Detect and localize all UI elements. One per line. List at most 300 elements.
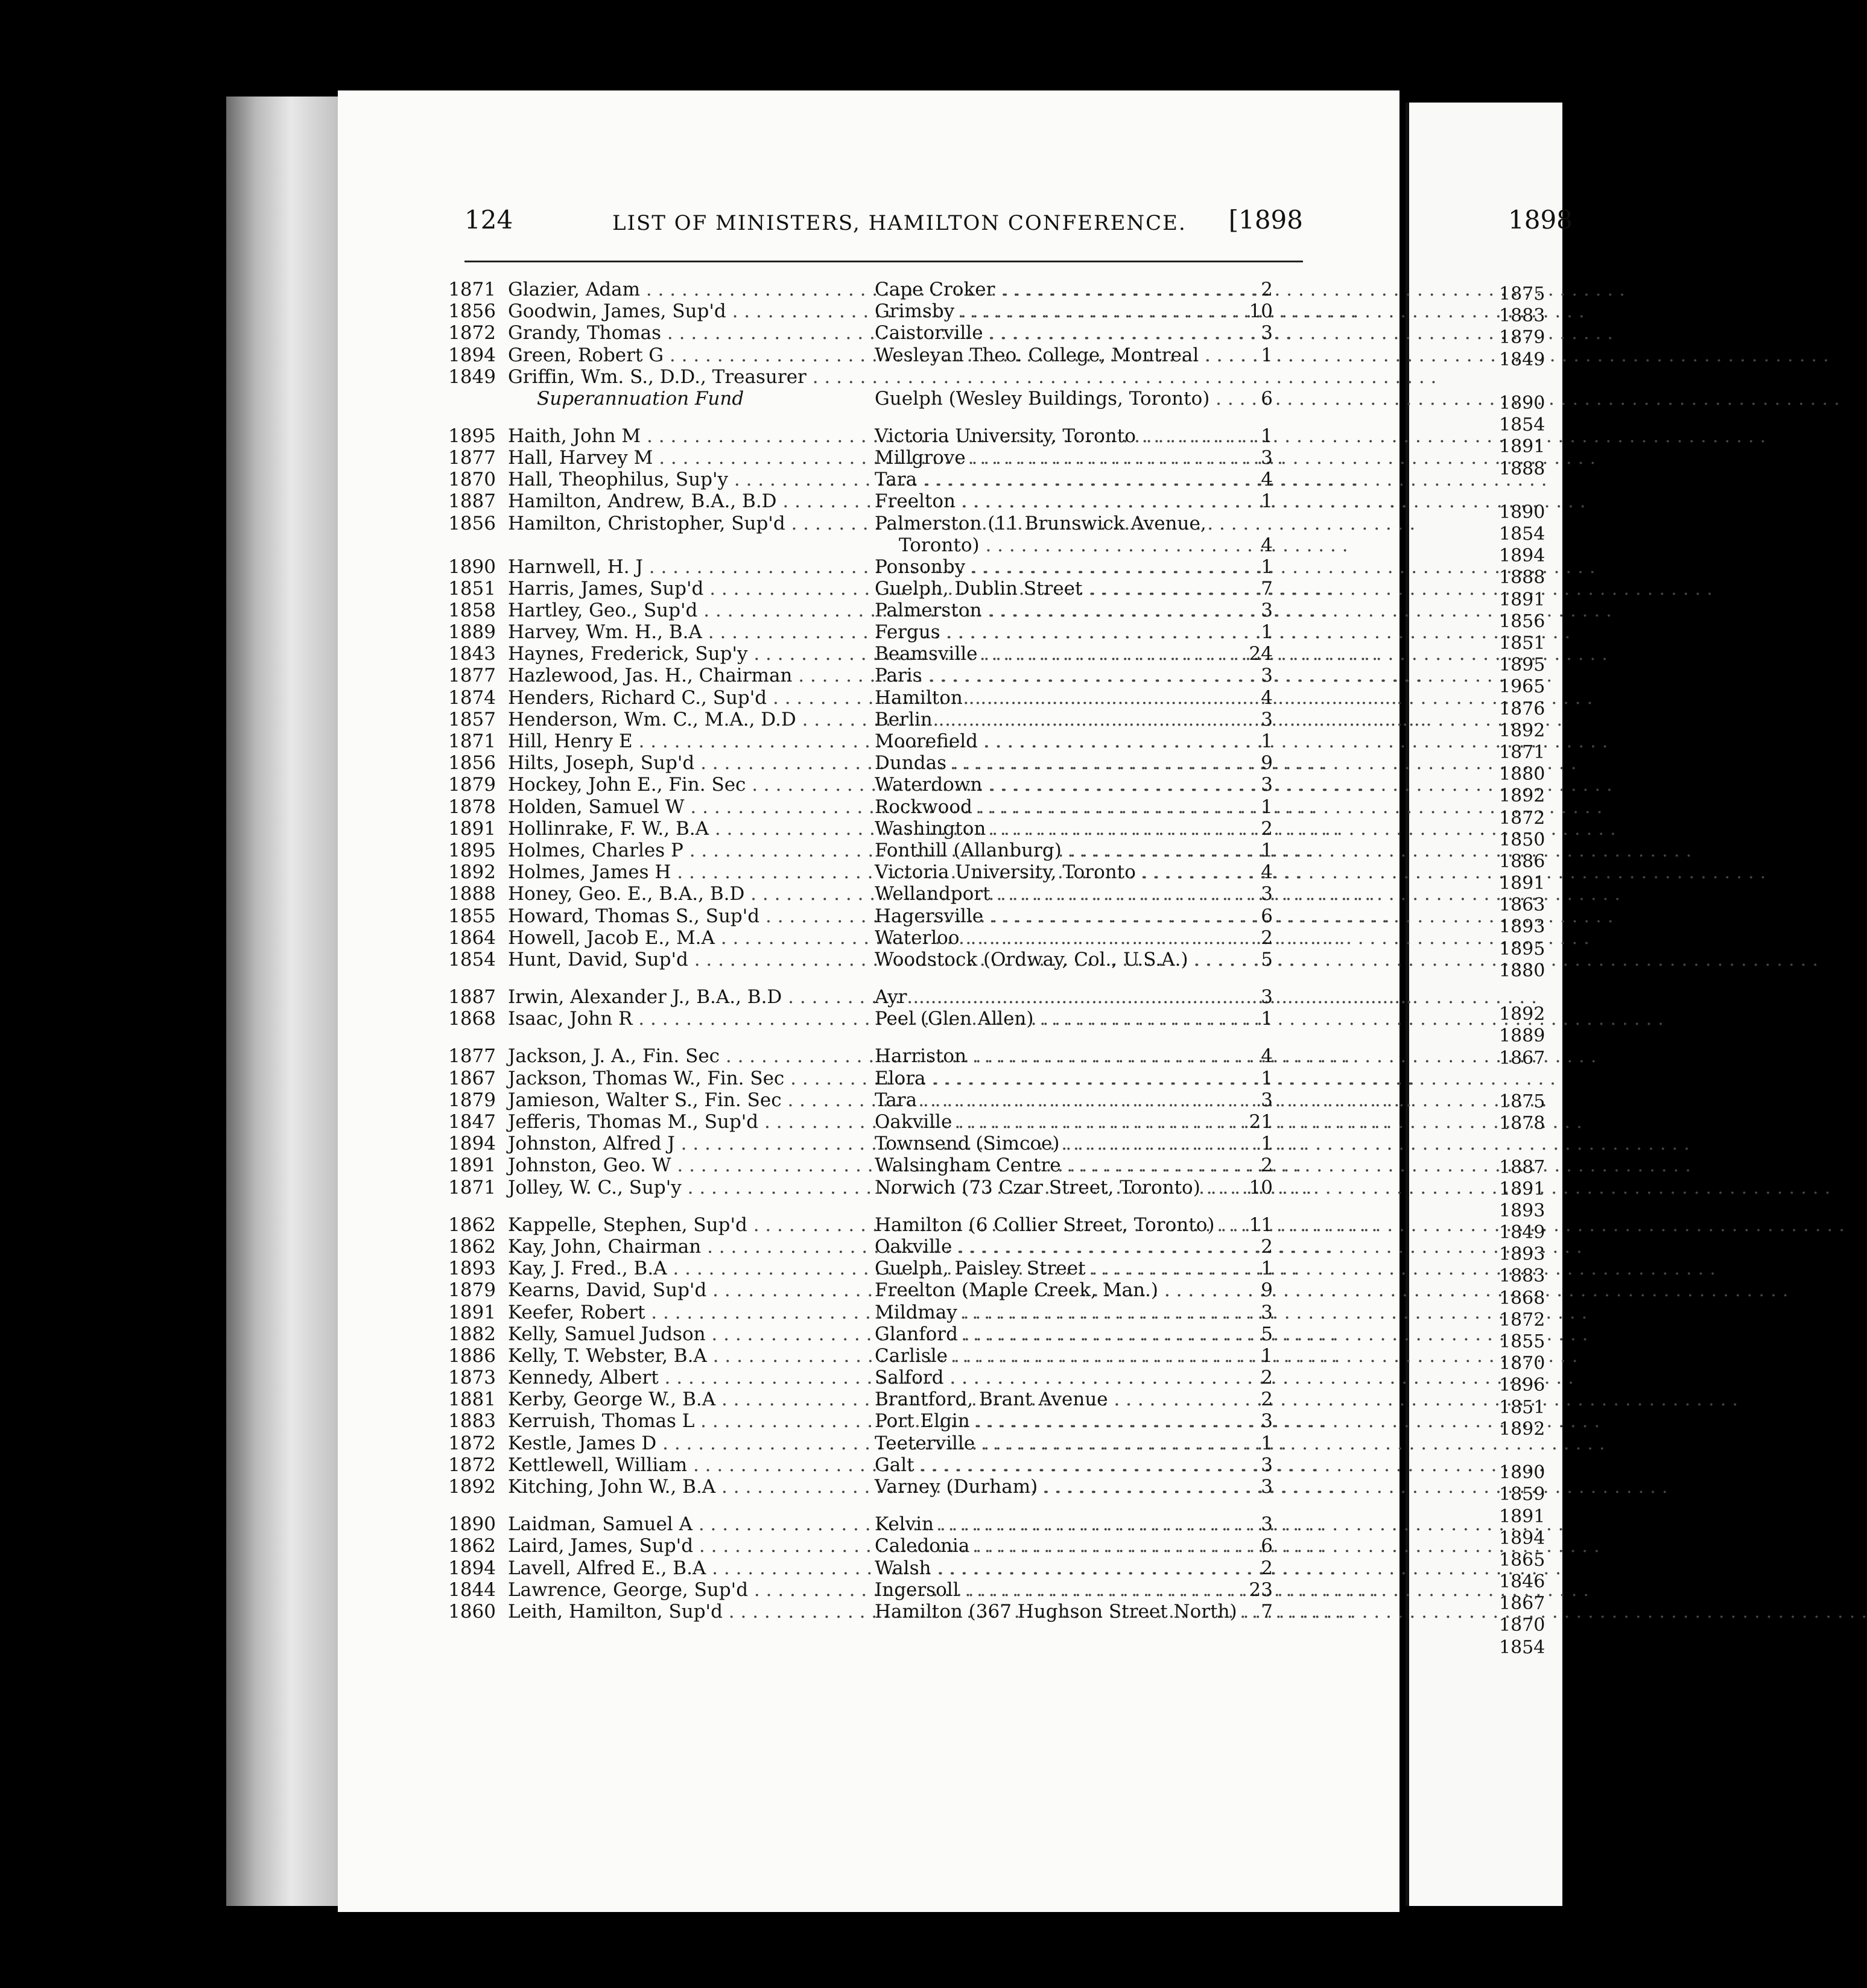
entry-name: Holmes, James H . . . <box>508 861 707 883</box>
entry-year: 1887 <box>448 490 496 513</box>
adjacent-year <box>1499 371 1545 393</box>
adjacent-year: 1867 <box>1499 1047 1545 1069</box>
entry-name: Kerruish, Thomas L . . . <box>508 1410 707 1432</box>
entry-count: 1 <box>1261 839 1273 861</box>
entry-count: 1 <box>1261 1133 1273 1155</box>
adjacent-year: 1849 <box>1499 1222 1545 1244</box>
entry-year: 1864 <box>448 926 496 949</box>
entry-name: Goodwin, James, Sup'd . . . <box>508 300 707 322</box>
adjacent-year: 1892 <box>1499 720 1545 741</box>
entry-year: 1873 <box>448 1367 496 1389</box>
list-item <box>446 665 1291 686</box>
entry-year: 1849 <box>448 366 496 388</box>
entry-place: Wesleyan Theo. College, Montreal . . . <box>875 344 1212 366</box>
entry-place: Hamilton (367 Hughson Street North) . . . <box>875 1601 1212 1622</box>
entry-name: Laird, James, Sup'd . . . <box>508 1535 707 1557</box>
list-item <box>446 796 1291 818</box>
entry-place: Elora . . . <box>875 1068 1212 1089</box>
list-item <box>446 1323 1291 1345</box>
entry-name: Isaac, John R . . . <box>508 1008 707 1030</box>
entry-count: 1 <box>1261 621 1273 644</box>
adjacent-year: 1870 <box>1499 1353 1545 1375</box>
adjacent-year: 1871 <box>1499 741 1545 763</box>
entry-place: Hamilton (6 Collier Street, Toronto) . . . <box>875 1214 1212 1236</box>
adjacent-year: 1895 <box>1499 938 1545 960</box>
list-item <box>446 344 1291 366</box>
entry-place: Ayr . . . <box>875 986 1212 1008</box>
entry-count: 2 <box>1261 817 1273 840</box>
adjacent-year: 1893 <box>1499 916 1545 938</box>
list-item <box>446 279 1291 300</box>
list-item <box>446 1236 1291 1258</box>
entry-place: Victoria University, Toronto . . . <box>875 425 1212 447</box>
entry-year: 1894 <box>448 1557 496 1579</box>
entry-name: Haith, John M . . . <box>508 425 707 447</box>
entry-name: Hollinrake, F. W., B.A . . . <box>508 818 707 840</box>
page-year: [1898 <box>1228 205 1303 235</box>
list-item <box>446 1601 1291 1622</box>
entry-year: 1886 <box>448 1344 496 1367</box>
entry-count: 10 <box>1249 300 1273 323</box>
entry-year: 1844 <box>448 1578 496 1601</box>
entry-count: 4 <box>1261 534 1273 556</box>
adjacent-year: 1889 <box>1499 1025 1545 1047</box>
entry-year: 1892 <box>448 861 496 884</box>
adjacent-year: 1878 <box>1499 1113 1545 1135</box>
list-item <box>446 1454 1291 1476</box>
entry-name: Hazlewood, Jas. H., Chairman . . . <box>508 665 707 686</box>
entry-count: 9 <box>1261 1279 1273 1302</box>
list-item <box>446 1258 1291 1279</box>
entry-name: Howell, Jacob E., M.A . . . <box>508 927 707 949</box>
adjacent-year: 1890 <box>1499 392 1545 414</box>
entry-place: Varney (Durham) . . . <box>875 1476 1212 1498</box>
entry-count: 4 <box>1261 861 1273 884</box>
list-item <box>446 469 1291 490</box>
list-item <box>446 513 1291 556</box>
entry-place: Tara . . . <box>875 1089 1212 1111</box>
entry-name: Jackson, J. A., Fin. Sec . . . <box>508 1045 707 1067</box>
entry-place: Wellandport . . . <box>875 883 1212 905</box>
adjacent-year: 1856 <box>1499 610 1545 632</box>
entry-name: Griffin, Wm. S., D.D., Treasurer . . . <box>508 366 707 388</box>
entry-name: Leith, Hamilton, Sup'd . . . <box>508 1601 707 1622</box>
entry-count: 3 <box>1261 1476 1273 1498</box>
entry-name: Hilts, Joseph, Sup'd . . . <box>508 752 707 774</box>
entry-place: Hagersville . . . <box>875 905 1212 927</box>
entry-place: Waterdown . . . <box>875 774 1212 796</box>
entry-year: 1862 <box>448 1214 496 1236</box>
list-item <box>446 322 1291 344</box>
entry-name: Hockey, John E., Fin. Sec . . . <box>508 774 707 796</box>
adjacent-year: 1859 <box>1499 1484 1545 1505</box>
entry-count: 2 <box>1261 1154 1273 1177</box>
entry-count: 4 <box>1261 469 1273 491</box>
entry-year: 1879 <box>448 774 496 796</box>
entry-name: Lavell, Alfred E., B.A . . . <box>508 1557 707 1579</box>
entry-place: Oakville . . . <box>875 1236 1212 1258</box>
entry-name: Henderson, Wm. C., M.A., D.D . . . <box>508 709 707 730</box>
entry-place: Guelph, Dublin Street . . . <box>875 578 1212 600</box>
entry-place: Ingersoll . . . <box>875 1579 1212 1601</box>
adjacent-year: 1883 <box>1499 305 1545 327</box>
adjacent-year: 1875 <box>1499 1091 1545 1112</box>
adjacent-year: 1850 <box>1499 829 1545 850</box>
entry-name: Kerby, George W., B.A . . . <box>508 1388 707 1410</box>
entry-place: Guelph (Wesley Buildings, Toronto) . . . <box>875 388 1212 410</box>
entry-place: Townsend (Simcoe) . . . <box>875 1133 1212 1154</box>
list-item <box>446 1432 1291 1454</box>
entry-count: 1 <box>1261 1432 1273 1454</box>
list-item <box>446 556 1291 578</box>
entry-name: Hall, Harvey M . . . <box>508 447 707 469</box>
entry-place-line2: Toronto) . . . <box>899 534 1212 556</box>
entry-year: 1895 <box>448 839 496 861</box>
entry-name: Jolley, W. C., Sup'y . . . <box>508 1177 707 1198</box>
entry-year: 1872 <box>448 1432 496 1454</box>
entry-name: Hunt, David, Sup'd . . . <box>508 949 707 970</box>
entry-name: Hamilton, Christopher, Sup'd . . . <box>508 513 707 534</box>
entry-count: 3 <box>1261 665 1273 687</box>
entry-place: Oakville . . . <box>875 1111 1212 1133</box>
entry-count: 4 <box>1261 686 1273 709</box>
entry-name: Kay, John, Chairman . . . <box>508 1236 707 1258</box>
adjacent-year <box>1499 982 1545 1004</box>
list-item <box>446 861 1291 883</box>
entry-name: Kelly, Samuel Judson . . . <box>508 1323 707 1345</box>
entry-year: 1860 <box>448 1600 496 1622</box>
header-rule <box>464 261 1303 262</box>
entry-name: Harris, James, Sup'd . . . <box>508 578 707 600</box>
entry-count: 5 <box>1261 948 1273 970</box>
adjacent-year: 1872 <box>1499 807 1545 829</box>
entry-place: Norwich (73 Czar Street, Toronto) . . . <box>875 1177 1212 1198</box>
entry-year: 1877 <box>448 1045 496 1068</box>
adjacent-year: 1854 <box>1499 1636 1545 1658</box>
list-item <box>446 905 1291 927</box>
entry-place: Carlisle . . . <box>875 1345 1212 1367</box>
entry-name: Kearns, David, Sup'd . . . <box>508 1279 707 1301</box>
entry-count: 10 <box>1249 1176 1273 1198</box>
adjacent-year: 1894 <box>1499 1527 1545 1549</box>
adjacent-year: 1876 <box>1499 698 1545 720</box>
adjacent-year: 1895 <box>1499 654 1545 676</box>
adjacent-year: 1896 <box>1499 1375 1545 1396</box>
list-item <box>446 1045 1291 1067</box>
list-item <box>446 1111 1291 1133</box>
entry-name: Laidman, Samuel A . . . <box>508 1513 707 1535</box>
entry-year: 1871 <box>448 730 496 752</box>
list-item <box>446 643 1291 665</box>
entry-name: Harnwell, H. J . . . <box>508 556 707 578</box>
list-item <box>446 1367 1291 1388</box>
entry-name: Johnston, Alfred J . . . <box>508 1133 707 1154</box>
entry-count: 6 <box>1261 1535 1273 1557</box>
entry-name: Kay, J. Fred., B.A . . . <box>508 1258 707 1279</box>
entry-name: Keefer, Robert . . . <box>508 1302 707 1323</box>
list-item <box>446 300 1291 322</box>
entry-name-line2: Superannuation Fund <box>537 387 744 410</box>
adjacent-year: 1880 <box>1499 764 1545 785</box>
list-item <box>446 366 1291 410</box>
entry-count: 1 <box>1261 730 1273 752</box>
adjacent-year: 1892 <box>1499 1004 1545 1025</box>
entry-year: 1874 <box>448 686 496 709</box>
entry-year: 1891 <box>448 1301 496 1323</box>
entry-year: 1856 <box>448 752 496 774</box>
entry-name: Kennedy, Albert . . . <box>508 1367 707 1388</box>
entry-year: 1877 <box>448 446 496 469</box>
list-item <box>446 1345 1291 1367</box>
entry-place: Rockwood . . . <box>875 796 1212 818</box>
entry-count: 2 <box>1261 279 1273 300</box>
entry-place: Palmerston (11 Brunswick Avenue, <box>875 512 1206 534</box>
adjacent-year: 1883 <box>1499 1265 1545 1287</box>
list-item <box>446 1279 1291 1301</box>
adjacent-year: 1870 <box>1499 1615 1545 1636</box>
entry-name: Irwin, Alexander J., B.A., B.D . . . <box>508 986 707 1008</box>
list-item <box>446 1068 1291 1089</box>
entry-name: Jackson, Thomas W., Fin. Sec . . . <box>508 1068 707 1089</box>
entry-name: Kelly, T. Webster, B.A . . . <box>508 1345 707 1367</box>
entry-year: 1890 <box>448 556 496 578</box>
entry-place: Caistorville . . . <box>875 322 1212 344</box>
entry-count: 2 <box>1261 1235 1273 1258</box>
entry-year: 1862 <box>448 1535 496 1557</box>
entry-count: 4 <box>1261 1045 1273 1068</box>
list-item <box>446 840 1291 861</box>
entry-name: Jamieson, Walter S., Fin. Sec . . . <box>508 1089 707 1111</box>
entry-year: 1879 <box>448 1279 496 1302</box>
entry-count: 6 <box>1261 905 1273 927</box>
entry-count: 1 <box>1261 1344 1273 1367</box>
adjacent-year: 1863 <box>1499 894 1545 916</box>
entry-name: Kestle, James D . . . <box>508 1432 707 1454</box>
entry-year: 1895 <box>448 425 496 447</box>
entry-year: 1891 <box>448 817 496 840</box>
entry-count: 3 <box>1261 599 1273 621</box>
entry-count: 9 <box>1261 752 1273 774</box>
entry-year: 1872 <box>448 1454 496 1476</box>
entry-place: Freelton . . . <box>875 490 1212 512</box>
list-item <box>446 1388 1291 1410</box>
entry-place: Walsh . . . <box>875 1557 1212 1579</box>
entry-count: 3 <box>1261 708 1273 730</box>
entry-year: 1891 <box>448 1154 496 1177</box>
entry-place: Kelvin . . . <box>875 1513 1212 1535</box>
list-item <box>446 883 1291 905</box>
entry-year: 1856 <box>448 512 496 534</box>
list-item <box>446 949 1291 970</box>
entry-place: Grimsby . . . <box>875 300 1212 322</box>
page-edge-shadow <box>226 97 344 1906</box>
adjacent-year: 1855 <box>1499 1331 1545 1352</box>
entry-year: 1871 <box>448 1176 496 1198</box>
entry-year: 1894 <box>448 1133 496 1155</box>
entry-count: 11 <box>1249 1214 1273 1236</box>
adjacent-year: 1880 <box>1499 960 1545 981</box>
entry-year: 1888 <box>448 883 496 905</box>
list-item <box>446 1177 1291 1198</box>
entry-count: 2 <box>1261 1557 1273 1579</box>
entry-year: 1889 <box>448 621 496 644</box>
entry-place: Peel (Glen Allen) . . . <box>875 1008 1212 1030</box>
list-item <box>446 1535 1291 1557</box>
adjacent-year <box>1499 480 1545 502</box>
adjacent-year: 1891 <box>1499 436 1545 458</box>
entry-count: 23 <box>1249 1578 1273 1601</box>
entry-count: 2 <box>1261 1388 1273 1411</box>
list-item <box>446 578 1291 600</box>
entry-name: Grandy, Thomas . . . <box>508 322 707 344</box>
entry-place: Galt . . . <box>875 1454 1212 1476</box>
adjacent-year: 1965 <box>1499 676 1545 698</box>
adjacent-year: 1887 <box>1499 1156 1545 1178</box>
entry-count: 21 <box>1249 1111 1273 1133</box>
entry-count: 1 <box>1261 1067 1273 1089</box>
entry-place: Woodstock (Ordway, Col., U.S.A.) . . . <box>875 949 1212 970</box>
entry-count: 24 <box>1249 643 1273 665</box>
adjacent-year: 1854 <box>1499 414 1545 436</box>
adjacent-year: 1865 <box>1499 1549 1545 1571</box>
list-item <box>446 1513 1291 1535</box>
entry-year: 1868 <box>448 1008 496 1030</box>
entry-place: Brantford, Brant Avenue . . . <box>875 1388 1212 1410</box>
entry-place: Fergus . . . <box>875 621 1212 643</box>
list-item <box>446 709 1291 730</box>
entry-place: Teeterville . . . <box>875 1432 1212 1454</box>
adjacent-year: 1891 <box>1499 1505 1545 1527</box>
entry-place: Paris . . . <box>875 665 1212 686</box>
entry-count: 3 <box>1261 1410 1273 1432</box>
list-item <box>446 600 1291 621</box>
entry-count: 7 <box>1261 577 1273 600</box>
entry-year: 1872 <box>448 322 496 344</box>
entry-count: 1 <box>1261 490 1273 513</box>
entry-year: 1843 <box>448 643 496 665</box>
entry-count: 3 <box>1261 322 1273 344</box>
adjacent-year: 1868 <box>1499 1287 1545 1309</box>
entry-place: Caledonia . . . <box>875 1535 1212 1557</box>
adjacent-year: 1891 <box>1499 1178 1545 1200</box>
adjacent-page-years <box>1499 283 1545 1659</box>
entry-count: 3 <box>1261 1089 1273 1111</box>
adjacent-year: 1875 <box>1499 283 1545 305</box>
list-item <box>446 425 1291 447</box>
entry-name: Henders, Richard C., Sup'd . . . <box>508 687 707 709</box>
entry-count: 3 <box>1261 1301 1273 1323</box>
adjacent-year: 1851 <box>1499 633 1545 654</box>
entry-year: 1883 <box>448 1410 496 1432</box>
entry-place: Guelph, Paisley Street . . . <box>875 1258 1212 1279</box>
entry-place: Walsingham Centre . . . <box>875 1154 1212 1176</box>
adjacent-year: 1890 <box>1499 1462 1545 1484</box>
entry-year: 1892 <box>448 1476 496 1498</box>
entry-place: Fonthill (Allanburg) . . . <box>875 840 1212 861</box>
adjacent-page-header: 1898 <box>1508 205 1573 235</box>
entry-place: Freelton (Maple Creek, Man.) . . . <box>875 1279 1212 1301</box>
adjacent-year: 1890 <box>1499 501 1545 523</box>
entry-place: Mildmay . . . <box>875 1302 1212 1323</box>
list-item <box>446 1410 1291 1432</box>
entry-year: 1854 <box>448 948 496 970</box>
entry-year: 1867 <box>448 1067 496 1089</box>
adjacent-year: 1849 <box>1499 349 1545 370</box>
entry-year: 1855 <box>448 905 496 927</box>
entry-year: 1879 <box>448 1089 496 1111</box>
entry-year: 1878 <box>448 796 496 818</box>
list-item <box>446 774 1291 796</box>
entry-place: Waterloo . . . <box>875 927 1212 949</box>
list-item <box>446 1089 1291 1111</box>
entry-name: Hill, Henry E . . . <box>508 730 707 752</box>
adjacent-year: 1886 <box>1499 850 1545 872</box>
list-item <box>446 687 1291 709</box>
entry-name: Haynes, Frederick, Sup'y . . . <box>508 643 707 665</box>
entry-count: 3 <box>1261 446 1273 469</box>
list-item <box>446 447 1291 469</box>
entry-name: Jefferis, Thomas M., Sup'd . . . <box>508 1111 707 1133</box>
entry-year: 1881 <box>448 1388 496 1411</box>
entry-name: Kappelle, Stephen, Sup'd . . . <box>508 1214 707 1236</box>
entry-place: Glanford . . . <box>875 1323 1212 1345</box>
entry-year: 1887 <box>448 986 496 1008</box>
entry-year: 1890 <box>448 1513 496 1536</box>
entry-name: Johnston, Geo. W . . . <box>508 1154 707 1176</box>
list-item <box>446 1557 1291 1579</box>
entry-count: 1 <box>1261 556 1273 578</box>
entry-year: 1871 <box>448 279 496 300</box>
adjacent-year: 1893 <box>1499 1200 1545 1221</box>
list-item <box>446 927 1291 949</box>
list-item <box>446 621 1291 643</box>
adjacent-year: 1892 <box>1499 1418 1545 1440</box>
adjacent-year <box>1499 1135 1545 1156</box>
entry-count: 2 <box>1261 1367 1273 1389</box>
entry-name: Hall, Theophilus, Sup'y . . . <box>508 469 707 490</box>
entry-year: 1857 <box>448 708 496 730</box>
ministers-list <box>446 279 1291 1622</box>
entry-place: Hamilton . . . <box>875 687 1212 709</box>
adjacent-year: 1888 <box>1499 458 1545 480</box>
adjacent-year: 1854 <box>1499 524 1545 545</box>
adjacent-year: 1891 <box>1499 589 1545 610</box>
entry-place: Ponsonby . . . <box>875 556 1212 578</box>
adjacent-year: 1851 <box>1499 1396 1545 1418</box>
list-item <box>446 1476 1291 1498</box>
entry-name: Hamilton, Andrew, B.A., B.D . . . <box>508 490 707 512</box>
adjacent-year: 1846 <box>1499 1571 1545 1593</box>
entry-count: 3 <box>1261 986 1273 1008</box>
list-item <box>446 1579 1291 1601</box>
list-item <box>446 730 1291 752</box>
entry-year: 1882 <box>448 1323 496 1345</box>
entry-name: Holden, Samuel W . . . <box>508 796 707 818</box>
page-header <box>464 205 1303 241</box>
entry-year: 1851 <box>448 577 496 600</box>
adjacent-year: 1872 <box>1499 1309 1545 1331</box>
entry-year: 1858 <box>448 599 496 621</box>
entry-name: Howard, Thomas S., Sup'd . . . <box>508 905 707 927</box>
adjacent-year: 1894 <box>1499 545 1545 567</box>
page-title: LIST OF MINISTERS, HAMILTON CONFERENCE. <box>612 211 1187 235</box>
entry-place: Harriston . . . <box>875 1045 1212 1067</box>
list-item <box>446 1133 1291 1154</box>
entry-count: 6 <box>1261 387 1273 410</box>
adjacent-year: 1892 <box>1499 785 1545 807</box>
entry-name: Harvey, Wm. H., B.A . . . <box>508 621 707 643</box>
entry-count: 7 <box>1261 1600 1273 1622</box>
